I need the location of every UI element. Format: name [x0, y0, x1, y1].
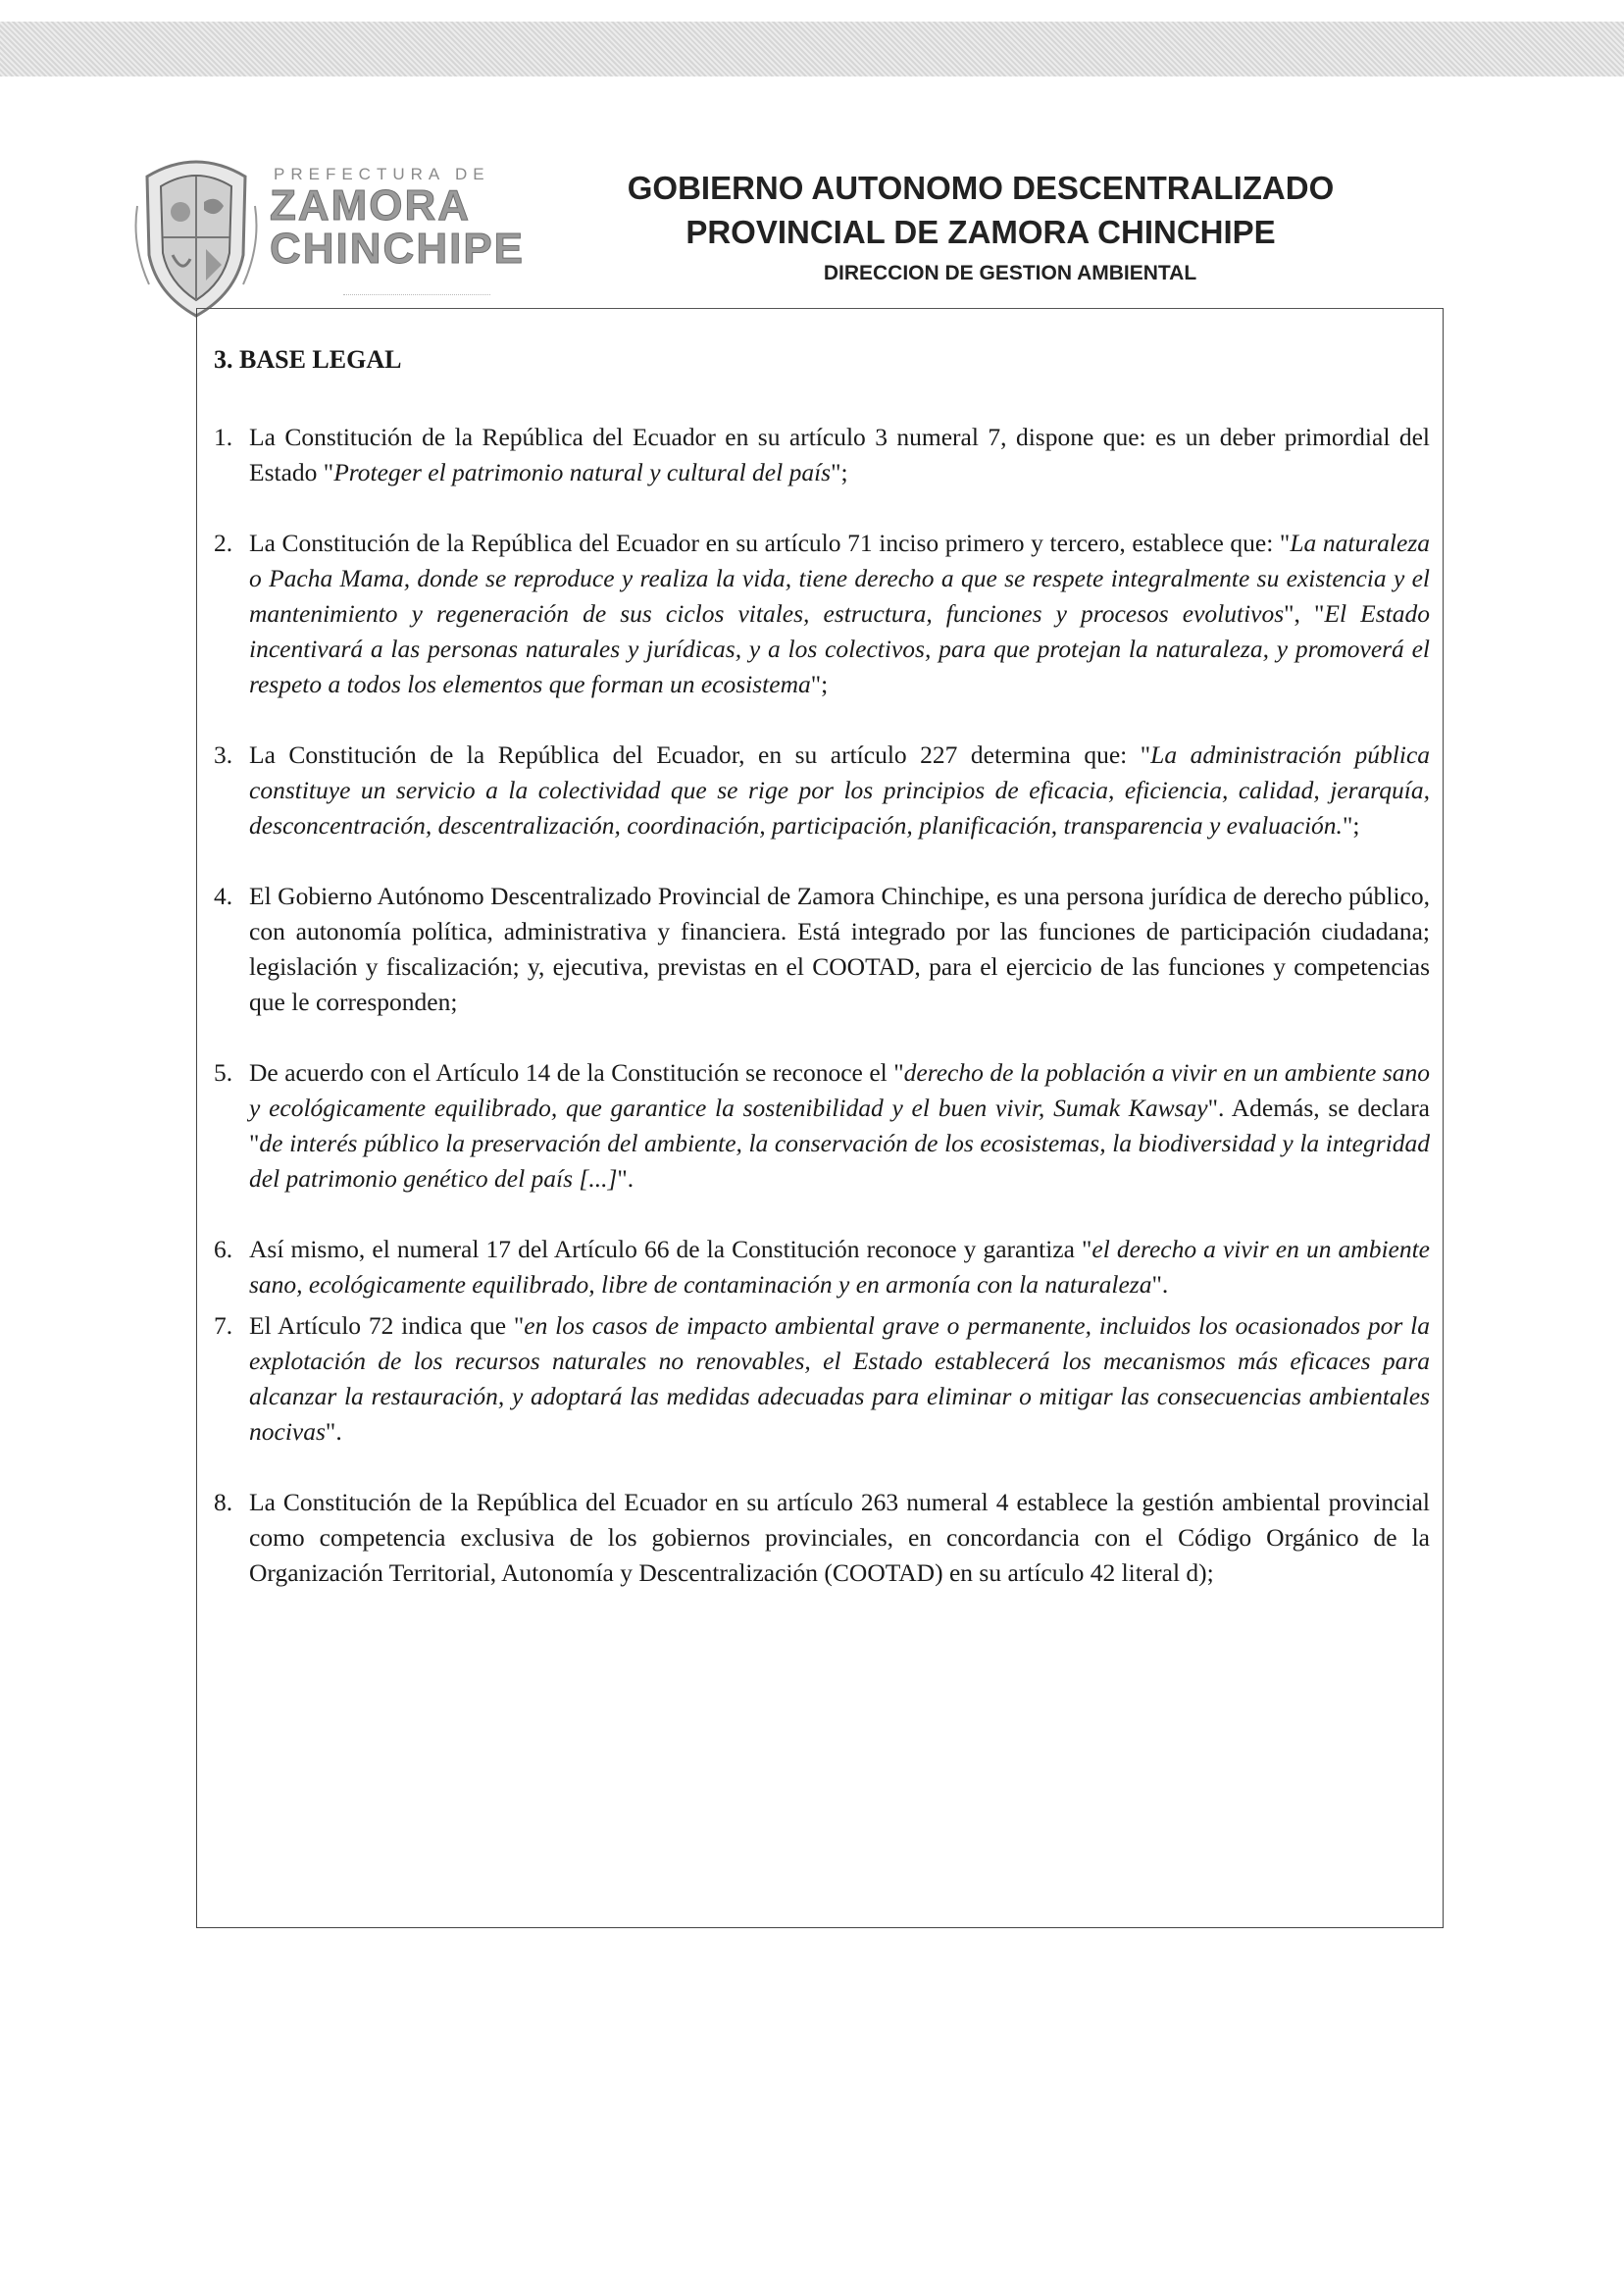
quote-run: el derecho a vivir en un ambiente sano, ecológicamente equilibrado, libre de contaminación y en armonía con la naturaleza — [249, 1235, 1430, 1299]
item-number: 7. — [214, 1311, 233, 1340]
text-run: La Constitución de la República del Ecuador, en su artículo 227 determina que: " — [249, 740, 1151, 769]
title-line-1: GOBIERNO AUTONOMO DESCENTRALIZADO — [627, 170, 1335, 206]
logo-wordmark — [270, 165, 525, 271]
text-run: La Constitución de la República del Ecuador en su artículo 3 numeral 7, dispone que: es un deber primordial del Estado " — [249, 423, 1430, 486]
text-run: El Artículo 72 indica que " — [249, 1311, 525, 1340]
item-number: 5. — [214, 1058, 233, 1087]
logo-line-chinchipe: CHINCHIPE — [270, 225, 526, 273]
section-heading — [214, 343, 1430, 377]
title-line-2: PROVINCIAL DE ZAMORA CHINCHIPE — [685, 214, 1276, 250]
prefectura-logo — [127, 147, 526, 324]
quote-run: derecho de la población a vivir en un ambiente sano y ecológicamente equilibrado, que garantice la sostenibilidad y el buen vivir, Sumak Kawsay — [249, 1058, 1430, 1122]
logo-line-zamora: ZAMORA — [270, 181, 472, 229]
quote-run: Proteger el patrimonio natural y cultural del país — [333, 458, 832, 486]
item-number: 8. — [214, 1488, 233, 1516]
item-number: 3. — [214, 740, 233, 769]
item-number: 2. — [214, 529, 233, 557]
list-item — [214, 1232, 1430, 1302]
section-number: 3. — [214, 345, 233, 374]
text-run: ", " — [1284, 599, 1325, 628]
document-body — [214, 343, 1430, 1626]
text-run: De acuerdo con el Artículo 14 de la Constitución se reconoce el " — [249, 1058, 904, 1087]
section-title: BASE LEGAL — [239, 345, 402, 374]
item-text: La Constitución de la República del Ecuador en su artículo 263 numeral 4 establece la gestión ambiental provincial como competencia exclusiva de los gobiernos provinciales, en concordancia con el Código Orgánico de la Organización Territorial, Autonomía y Descentralización (COOTAD) en su artículo 42 literal d); — [249, 1488, 1430, 1587]
quote-run: La administración pública constituye un servicio a la colectividad que se rige por los principios de eficacia, eficiencia, calidad, jerarquía, desconcentración, descentralización, coordinación, participación, planificación, transparencia y evaluación. — [249, 740, 1431, 840]
item-text: El Gobierno Autónomo Descentralizado Provincial de Zamora Chinchipe, es una persona jurídica de derecho público, con autonomía política, administrativa y financiera. Está integrado por las funciones de participación ciudadana; legislación y fiscalización; y, ejecutiva, previstas en el COOTAD, para el ejercicio de las funciones y competencias que le corresponden; — [249, 882, 1430, 1016]
item-number: 6. — [214, 1235, 233, 1263]
text-run: ". — [1151, 1270, 1169, 1299]
text-run: ". Además, se declara " — [249, 1094, 1431, 1157]
text-run: ". — [325, 1417, 342, 1446]
list-item — [214, 1308, 1430, 1450]
item-text — [249, 420, 1430, 490]
text-run: "; — [810, 670, 829, 698]
institution-title — [549, 167, 1412, 288]
list-item — [214, 879, 1430, 1020]
text-run: "; — [831, 458, 848, 486]
text-run: Así mismo, el numeral 17 del Artículo 66 de la Constitución reconoce y garantiza " — [249, 1235, 1092, 1263]
list-item — [214, 526, 1430, 702]
department-subtitle: DIRECCION DE GESTION AMBIENTAL — [823, 262, 1197, 284]
quote-run: en los casos de impacto ambiental grave o permanente, incluidos los ocasionados por la explotación de los recursos naturales no renovables, el Estado establecerá los mecanismos más eficaces para alcanzar la restauración, y adoptará las medidas adecuadas para eliminar o mitigar las consecuencias ambientales nocivas — [249, 1311, 1430, 1446]
page-header — [0, 0, 1624, 314]
logo-prefix: PREFECTURA DE — [274, 165, 490, 183]
quote-run: El Estado incentivará a las personas naturales y jurídicas, y a los colectivos, para que protejan la naturaleza, y promoverá el respeto a todos los elementos que forman un ecosistema — [249, 599, 1430, 698]
item-number: 4. — [214, 882, 233, 910]
text-run: ". — [617, 1164, 634, 1193]
item-number: 1. — [214, 423, 233, 451]
text-run: La Constitución de la República del Ecuador en su artículo 71 inciso primero y tercero, establece que: " — [249, 529, 1291, 557]
text-run: "; — [1342, 811, 1360, 840]
item-text — [249, 738, 1430, 843]
item-text — [249, 1055, 1430, 1197]
quote-run: de interés público la preservación del ambiente, la conservación de los ecosistemas, la biodiversidad y la integridad del patrimonio genético del país [...] — [249, 1129, 1430, 1193]
quote-run: La naturaleza o Pacha Mama, donde se reproduce y realiza la vida, tiene derecho a que se respete integralmente su existencia y el mantenimiento y regeneración de sus ciclos vitales, estructura, funciones y procesos evolutivos — [249, 529, 1430, 628]
item-text — [249, 526, 1430, 702]
item-text — [249, 1308, 1430, 1450]
list-item — [214, 420, 1430, 490]
shield-emblem-icon — [127, 147, 265, 324]
list-item — [214, 738, 1430, 843]
list-item — [214, 1055, 1430, 1197]
item-text — [249, 1232, 1430, 1302]
logo-underline — [343, 294, 490, 296]
list-item — [214, 1485, 1430, 1591]
